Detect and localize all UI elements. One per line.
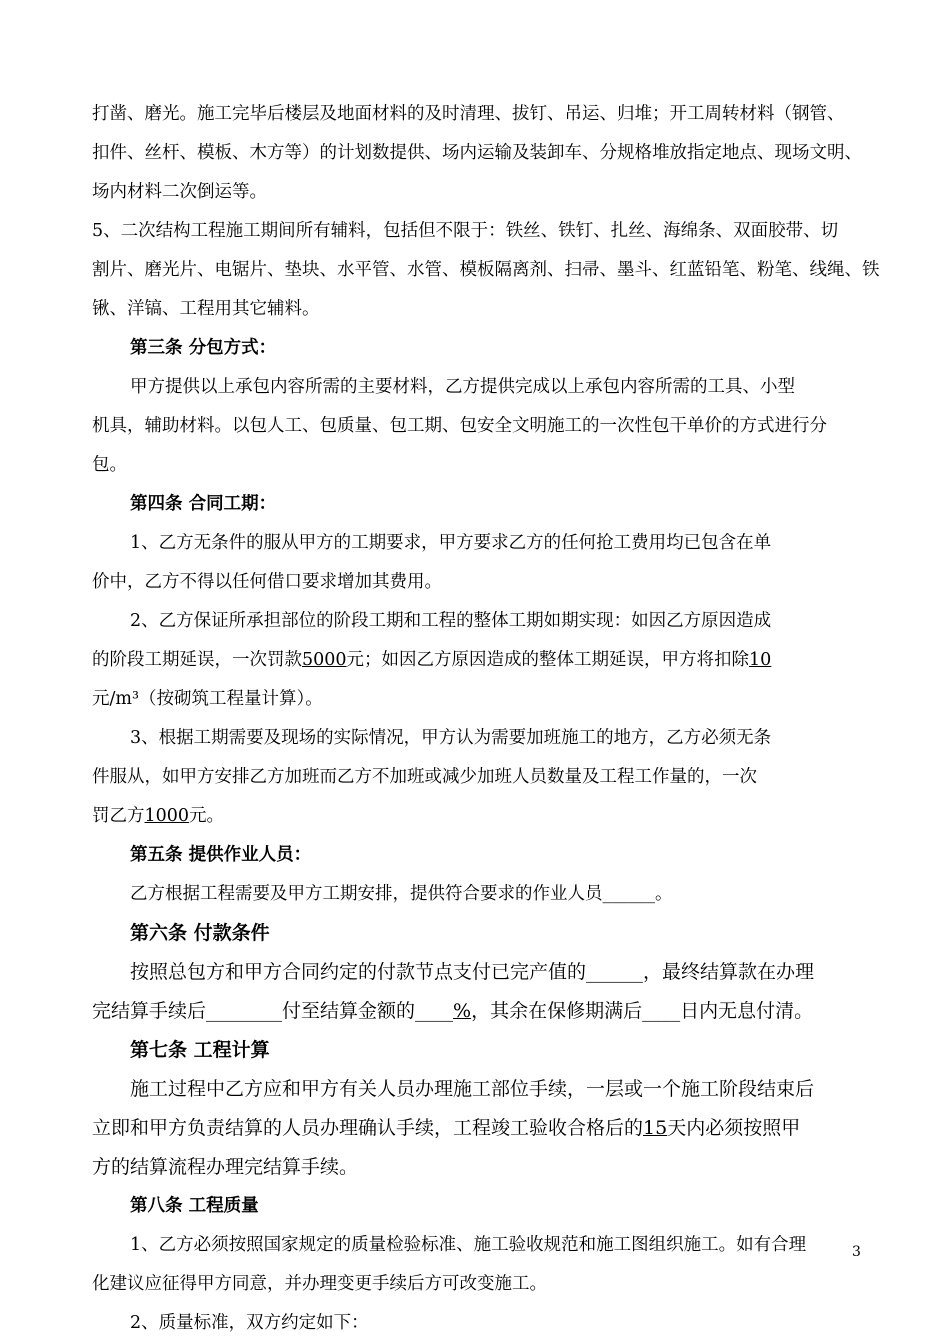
section-heading: 第五条 提供作业人员： bbox=[130, 845, 312, 865]
deduct-amount: 10 bbox=[749, 650, 772, 670]
blank-field: ____ bbox=[642, 1000, 681, 1022]
text-line: 机具，辅助材料。以包人工、包质量、包工期、包安全文明施工的一次性包干单价的方式进行分 bbox=[92, 416, 827, 436]
text-line bbox=[92, 804, 224, 828]
text-line: 件服从，如甲方安排乙方加班而乙方不加班或减少加班人员数量及工程工作量的，一次 bbox=[92, 767, 757, 787]
text-span: 的阶段工期延误，一次罚款 bbox=[92, 650, 302, 670]
text-span: 元。 bbox=[189, 806, 225, 826]
text-line: 2、质量标准，双方约定如下： bbox=[130, 1313, 369, 1333]
section-heading: 第七条 工程计算 bbox=[130, 1039, 270, 1061]
text-span: 元；如因乙方原因造成的整体工期延误，甲方将扣除 bbox=[346, 650, 750, 670]
text-line: 化建议应征得甲方同意，并办理变更手续后方可改变施工。 bbox=[92, 1274, 547, 1294]
text-line bbox=[92, 999, 813, 1023]
fine-amount: 1000 bbox=[144, 806, 190, 826]
text-span: 按照总包方和甲方合同约定的付款节点支付已完产值的 bbox=[130, 961, 587, 983]
text-line: 价中，乙方不得以任何借口要求增加其费用。 bbox=[92, 572, 442, 592]
text-line: 1、乙方必须按照国家规定的质量检验标准、施工验收规范和施工图组织施工。如有合理 bbox=[130, 1235, 807, 1255]
text-line: 扣件、丝杆、模板、木方等）的计划数提供、场内运输及装卸车、分规格堆放指定地点、现场文明、 bbox=[92, 143, 862, 163]
text-span: 立即和甲方负责结算的人员办理确认手续，工程竣工验收合格后的 bbox=[92, 1117, 644, 1139]
text-line: 割片、磨光片、电锯片、垫块、水平管、水管、模板隔离剂、扫帚、墨斗、红蓝铅笔、粉笔、线绳、铁 bbox=[92, 260, 880, 280]
text-span: 罚乙方 bbox=[92, 806, 145, 826]
section-heading: 第三条 分包方式： bbox=[130, 338, 277, 358]
section-heading: 第四条 合同工期： bbox=[130, 494, 277, 514]
text-span: 付至结算金额的 bbox=[282, 1000, 416, 1022]
text-line: 3、根据工期需要及现场的实际情况，甲方认为需要加班施工的地方，乙方必须无条 bbox=[130, 728, 772, 748]
text-line bbox=[130, 882, 673, 906]
text-line: 元/m³（按砌筑工程量计算）。 bbox=[92, 689, 323, 709]
text-line: 锹、洋镐、工程用其它辅料。 bbox=[92, 299, 320, 319]
text-span: ，其余在保修期满后 bbox=[471, 1000, 643, 1022]
text-line: 施工过程中乙方应和甲方有关人员办理施工部位手续，一层或一个施工阶段结束后 bbox=[130, 1078, 815, 1100]
text-line bbox=[92, 648, 771, 672]
blank-field: ________ bbox=[206, 1000, 283, 1022]
text-span: 完结算手续后 bbox=[92, 1000, 207, 1022]
blank-field: ______ bbox=[602, 884, 655, 904]
text-line: 包。 bbox=[92, 455, 127, 475]
text-span: ，最终结算款在办理 bbox=[643, 961, 815, 983]
blank-field: ____ bbox=[415, 1000, 454, 1022]
text-line: 1、乙方无条件的服从甲方的工期要求，甲方要求乙方的任何抢工费用均已包含在单 bbox=[130, 533, 772, 553]
fine-amount: 5000 bbox=[302, 650, 347, 670]
text-span: 天内必须按照甲 bbox=[667, 1117, 801, 1139]
percent-sign: % bbox=[453, 1000, 472, 1022]
text-span: 。 bbox=[655, 884, 673, 904]
text-line bbox=[92, 1116, 800, 1140]
text-line bbox=[130, 960, 814, 984]
text-line: 方的结算流程办理完结算手续。 bbox=[92, 1156, 359, 1178]
text-span: 乙方根据工程需要及甲方工期安排，提供符合要求的作业人员 bbox=[130, 884, 603, 904]
text-line: 场内材料二次倒运等。 bbox=[92, 182, 267, 202]
text-line: 2、乙方保证所承担部位的阶段工期和工程的整体工期如期实现：如因乙方原因造成 bbox=[130, 611, 772, 631]
text-line: 甲方提供以上承包内容所需的主要材料，乙方提供完成以上承包内容所需的工具、小型 bbox=[130, 377, 795, 397]
text-span: 日内无息付清。 bbox=[680, 1000, 814, 1022]
text-line: 5、二次结构工程施工期间所有辅料，包括但不限于：铁丝、铁钉、扎丝、海绵条、双面胶带、切 bbox=[92, 221, 839, 241]
days-value: 15 bbox=[643, 1117, 668, 1139]
section-heading: 第八条 工程质量 bbox=[130, 1196, 259, 1216]
text-line: 打凿、磨光。施工完毕后楼层及地面材料的及时清理、拔钉、吊运、归堆；开工周转材料（钢管、 bbox=[92, 104, 845, 124]
section-heading: 第六条 付款条件 bbox=[130, 922, 270, 944]
blank-field: ______ bbox=[586, 961, 644, 983]
page-number: 3 bbox=[852, 1244, 861, 1260]
